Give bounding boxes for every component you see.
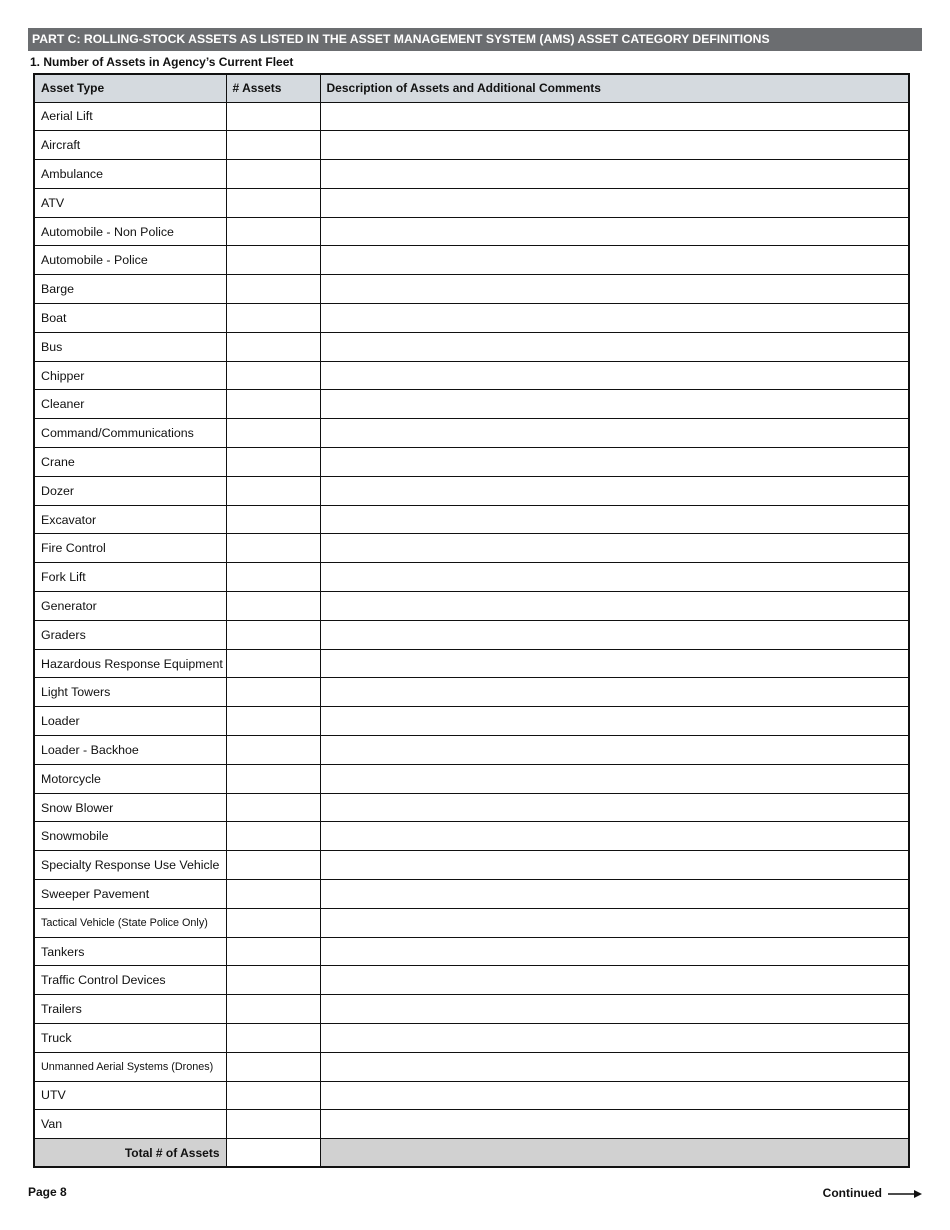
asset-count-cell[interactable] (226, 476, 320, 505)
asset-description-cell[interactable] (320, 246, 909, 275)
asset-count-cell[interactable] (226, 563, 320, 592)
asset-description-cell[interactable] (320, 908, 909, 937)
asset-type-cell: Loader - Backhoe (34, 736, 226, 765)
asset-type-cell: Sweeper Pavement (34, 880, 226, 909)
table-row (34, 1052, 909, 1081)
asset-description-cell[interactable] (320, 764, 909, 793)
asset-type-cell: Motorcycle (34, 764, 226, 793)
asset-description-cell[interactable] (320, 563, 909, 592)
asset-type-cell: Truck (34, 1024, 226, 1053)
asset-count-cell[interactable] (226, 275, 320, 304)
table-row (34, 563, 909, 592)
table-row (34, 1110, 909, 1139)
asset-description-cell[interactable] (320, 592, 909, 621)
asset-description-cell[interactable] (320, 966, 909, 995)
asset-type-cell: Aerial Lift (34, 102, 226, 131)
asset-type-cell: Light Towers (34, 678, 226, 707)
asset-description-cell[interactable] (320, 131, 909, 160)
table-row (34, 764, 909, 793)
table-row (34, 188, 909, 217)
asset-type-cell: Automobile - Non Police (34, 217, 226, 246)
asset-type-cell: Excavator (34, 505, 226, 534)
asset-type-cell: Boat (34, 304, 226, 333)
asset-count-cell[interactable] (226, 419, 320, 448)
continued-label: Continued (822, 1186, 882, 1200)
asset-type-cell: Fork Lift (34, 563, 226, 592)
asset-count-cell[interactable] (226, 217, 320, 246)
table-row (34, 736, 909, 765)
section-title: 1. Number of Assets in Agency’s Current Fleet (30, 55, 294, 69)
asset-description-cell[interactable] (320, 448, 909, 477)
asset-type-cell: Crane (34, 448, 226, 477)
asset-count-cell[interactable] (226, 649, 320, 678)
table-row (34, 1081, 909, 1110)
page-number: Page 8 (28, 1185, 67, 1199)
asset-description-cell[interactable] (320, 476, 909, 505)
asset-count-cell[interactable] (226, 736, 320, 765)
asset-description-cell[interactable] (320, 304, 909, 333)
asset-type-cell: Bus (34, 332, 226, 361)
table-row (34, 361, 909, 390)
asset-type-cell: Specialty Response Use Vehicle (34, 851, 226, 880)
asset-type-cell: Ambulance (34, 160, 226, 189)
asset-count-cell[interactable] (226, 620, 320, 649)
asset-description-cell[interactable] (320, 361, 909, 390)
table-row (34, 304, 909, 333)
asset-count-cell[interactable] (226, 1024, 320, 1053)
table-row (34, 966, 909, 995)
asset-count-cell[interactable] (226, 131, 320, 160)
asset-count-cell[interactable] (226, 937, 320, 966)
asset-type-cell: Dozer (34, 476, 226, 505)
asset-type-cell: Loader (34, 707, 226, 736)
total-description-cell (320, 1139, 909, 1168)
arrow-right-icon (888, 1188, 922, 1198)
total-row (34, 1139, 909, 1168)
part-header: PART C: ROLLING-STOCK ASSETS AS LISTED IN THE ASSET MANAGEMENT SYSTEM (AMS) ASSET CATEGORY DEFINITIONS (28, 28, 922, 51)
asset-description-cell[interactable] (320, 102, 909, 131)
asset-count-cell[interactable] (226, 592, 320, 621)
asset-count-cell[interactable] (226, 448, 320, 477)
asset-description-cell[interactable] (320, 937, 909, 966)
asset-count-cell[interactable] (226, 995, 320, 1024)
table-row (34, 419, 909, 448)
asset-type-cell: Barge (34, 275, 226, 304)
asset-description-cell[interactable] (320, 188, 909, 217)
asset-type-cell: Generator (34, 592, 226, 621)
table-row (34, 476, 909, 505)
asset-count-cell[interactable] (226, 707, 320, 736)
asset-description-cell[interactable] (320, 822, 909, 851)
table-row (34, 160, 909, 189)
table-row (34, 620, 909, 649)
asset-type-cell: UTV (34, 1081, 226, 1110)
table-row (34, 217, 909, 246)
asset-description-cell[interactable] (320, 1110, 909, 1139)
asset-description-cell[interactable] (320, 620, 909, 649)
asset-type-cell: Unmanned Aerial Systems (Drones) (34, 1052, 226, 1081)
asset-description-cell[interactable] (320, 160, 909, 189)
table-row (34, 937, 909, 966)
asset-type-cell: Van (34, 1110, 226, 1139)
asset-description-cell[interactable] (320, 275, 909, 304)
asset-count-cell[interactable] (226, 332, 320, 361)
table-row (34, 102, 909, 131)
table-row (34, 131, 909, 160)
asset-description-cell[interactable] (320, 332, 909, 361)
asset-type-cell: Snowmobile (34, 822, 226, 851)
table-row (34, 707, 909, 736)
asset-count-cell[interactable] (226, 1110, 320, 1139)
table-row (34, 448, 909, 477)
asset-description-cell[interactable] (320, 1024, 909, 1053)
asset-description-cell[interactable] (320, 1052, 909, 1081)
asset-count-cell[interactable] (226, 793, 320, 822)
table-row (34, 822, 909, 851)
table-row (34, 908, 909, 937)
asset-description-cell[interactable] (320, 678, 909, 707)
asset-description-cell[interactable] (320, 419, 909, 448)
asset-description-cell[interactable] (320, 707, 909, 736)
table-row (34, 1024, 909, 1053)
asset-type-cell: Hazardous Response Equipment (34, 649, 226, 678)
asset-description-cell[interactable] (320, 505, 909, 534)
table-row (34, 995, 909, 1024)
asset-count-cell[interactable] (226, 880, 320, 909)
table-row (34, 793, 909, 822)
asset-type-cell: Tactical Vehicle (State Police Only) (34, 908, 226, 937)
total-count-cell[interactable] (226, 1139, 320, 1168)
asset-count-cell[interactable] (226, 822, 320, 851)
asset-count-cell[interactable] (226, 390, 320, 419)
asset-count-cell[interactable] (226, 160, 320, 189)
asset-type-cell: Fire Control (34, 534, 226, 563)
table-row (34, 534, 909, 563)
table-row (34, 275, 909, 304)
table-row (34, 332, 909, 361)
total-label: Total # of Assets (34, 1139, 226, 1168)
table-row (34, 246, 909, 275)
asset-description-cell[interactable] (320, 851, 909, 880)
table-row (34, 390, 909, 419)
asset-count-cell[interactable] (226, 361, 320, 390)
fleet-table (33, 73, 910, 1168)
table-row (34, 592, 909, 621)
asset-description-cell[interactable] (320, 1081, 909, 1110)
asset-type-cell: Tankers (34, 937, 226, 966)
asset-description-cell[interactable] (320, 649, 909, 678)
table-row (34, 851, 909, 880)
asset-count-cell[interactable] (226, 678, 320, 707)
asset-description-cell[interactable] (320, 880, 909, 909)
table-header-row (34, 74, 909, 102)
asset-type-cell: Command/Communications (34, 419, 226, 448)
asset-count-cell[interactable] (226, 966, 320, 995)
table-row (34, 649, 909, 678)
asset-type-cell: Trailers (34, 995, 226, 1024)
asset-type-cell: Chipper (34, 361, 226, 390)
asset-count-cell[interactable] (226, 534, 320, 563)
continued-indicator (823, 1186, 922, 1200)
asset-count-cell[interactable] (226, 1052, 320, 1081)
asset-count-cell[interactable] (226, 1081, 320, 1110)
asset-description-cell[interactable] (320, 217, 909, 246)
asset-type-cell: ATV (34, 188, 226, 217)
asset-description-cell[interactable] (320, 793, 909, 822)
asset-count-cell[interactable] (226, 188, 320, 217)
asset-type-cell: Automobile - Police (34, 246, 226, 275)
asset-type-cell: Snow Blower (34, 793, 226, 822)
asset-count-cell[interactable] (226, 246, 320, 275)
table-row (34, 678, 909, 707)
asset-count-cell[interactable] (226, 851, 320, 880)
asset-description-cell[interactable] (320, 736, 909, 765)
asset-description-cell[interactable] (320, 534, 909, 563)
table-row (34, 505, 909, 534)
asset-type-cell: Traffic Control Devices (34, 966, 226, 995)
column-header-asset-count: # Assets (226, 74, 320, 102)
asset-type-cell: Graders (34, 620, 226, 649)
asset-count-cell[interactable] (226, 304, 320, 333)
asset-description-cell[interactable] (320, 390, 909, 419)
fleet-table-body (34, 102, 909, 1139)
asset-type-cell: Cleaner (34, 390, 226, 419)
asset-count-cell[interactable] (226, 505, 320, 534)
column-header-asset-type: Asset Type (34, 74, 226, 102)
asset-description-cell[interactable] (320, 995, 909, 1024)
asset-count-cell[interactable] (226, 908, 320, 937)
asset-type-cell: Aircraft (34, 131, 226, 160)
table-row (34, 880, 909, 909)
asset-count-cell[interactable] (226, 764, 320, 793)
column-header-description: Description of Assets and Additional Comments (320, 74, 909, 102)
asset-count-cell[interactable] (226, 102, 320, 131)
